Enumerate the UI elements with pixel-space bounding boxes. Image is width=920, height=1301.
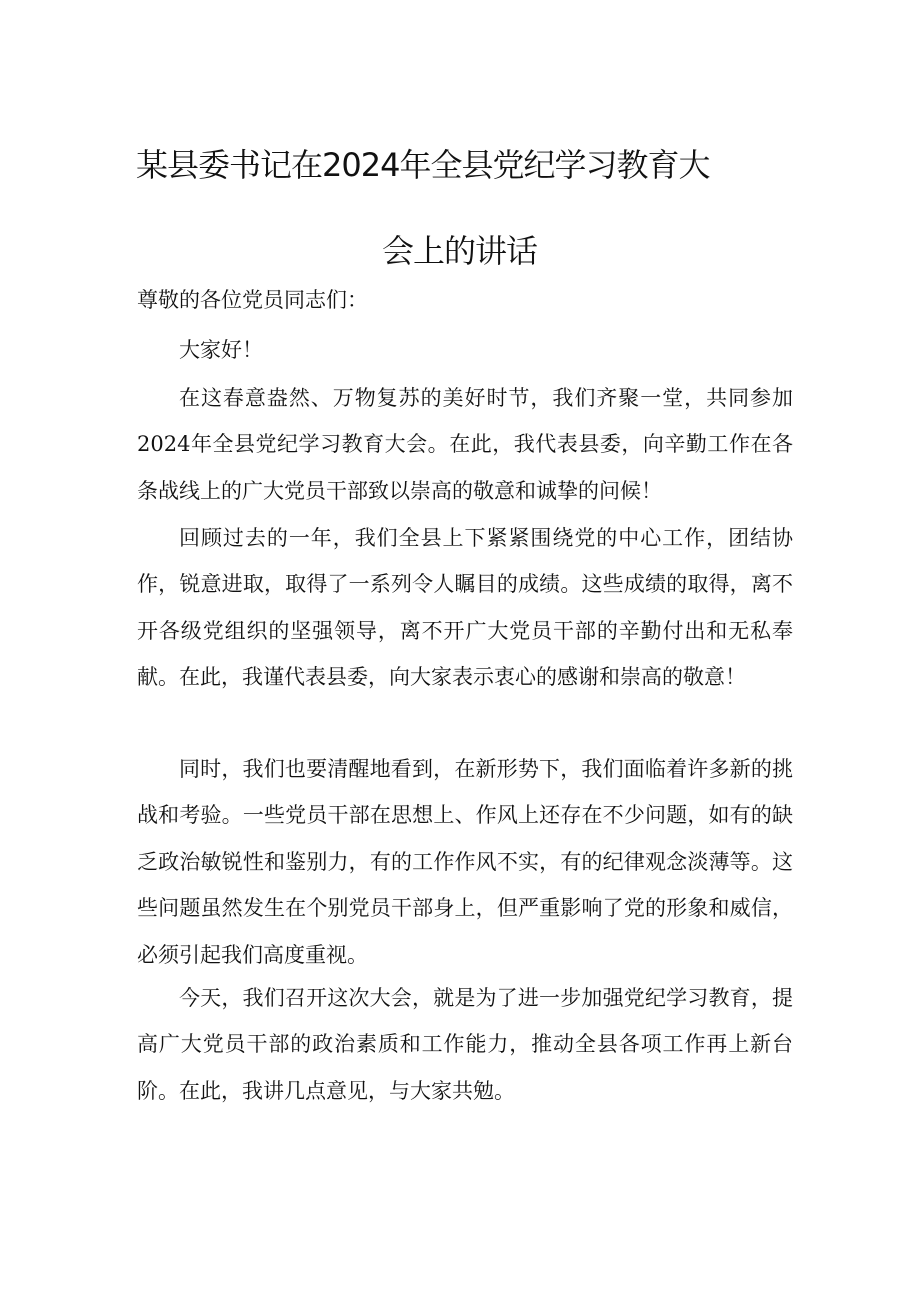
paragraph-opening: 在这春意盎然、万物复苏的美好时节，我们齐聚一堂，共同参加2024年全县党纪学习教育大会。在此，我代表县委，向辛勤工作在各条战线上的广大党员干部致以崇高的敬意和诚挚的问候！	[137, 386, 793, 503]
paragraph-review: 回顾过去的一年，我们全县上下紧紧围绕党的中心工作，团结协作，锐意进取，取得了一系列令人瞩目的成绩。这些成绩的取得，离不开各级党组织的坚强领导，离不开广大党员干部的辛勤付出和无私奉献。在此，我谨代表县委，向大家表示衷心的感谢和崇高的敬意！	[137, 526, 793, 690]
salutation: 尊敬的各位党员同志们：	[137, 288, 368, 312]
document-title-line-2: 会上的讲话	[382, 232, 538, 270]
paragraph-challenges: 同时，我们也要清醒地看到，在新形势下，我们面临着许多新的挑战和考验。一些党员干部在思想上、作风上还存在不少问题，如有的缺乏政治敏锐性和鉴别力，有的工作作风不实，有的纪律观念淡薄等。这些问题虽然发生在个别党员干部身上，但严重影响了党的形象和威信，必须引起我们高度重视。	[137, 757, 793, 967]
document-title-line-1: 某县委书记在2024年全县党纪学习教育大	[136, 146, 710, 184]
paragraph-greeting: 大家好！	[179, 338, 263, 362]
paragraph-purpose: 今天，我们召开这次大会，就是为了进一步加强党纪学习教育，提高广大党员干部的政治素质和工作能力，推动全县各项工作再上新台阶。在此，我讲几点意见，与大家共勉。	[137, 986, 793, 1103]
